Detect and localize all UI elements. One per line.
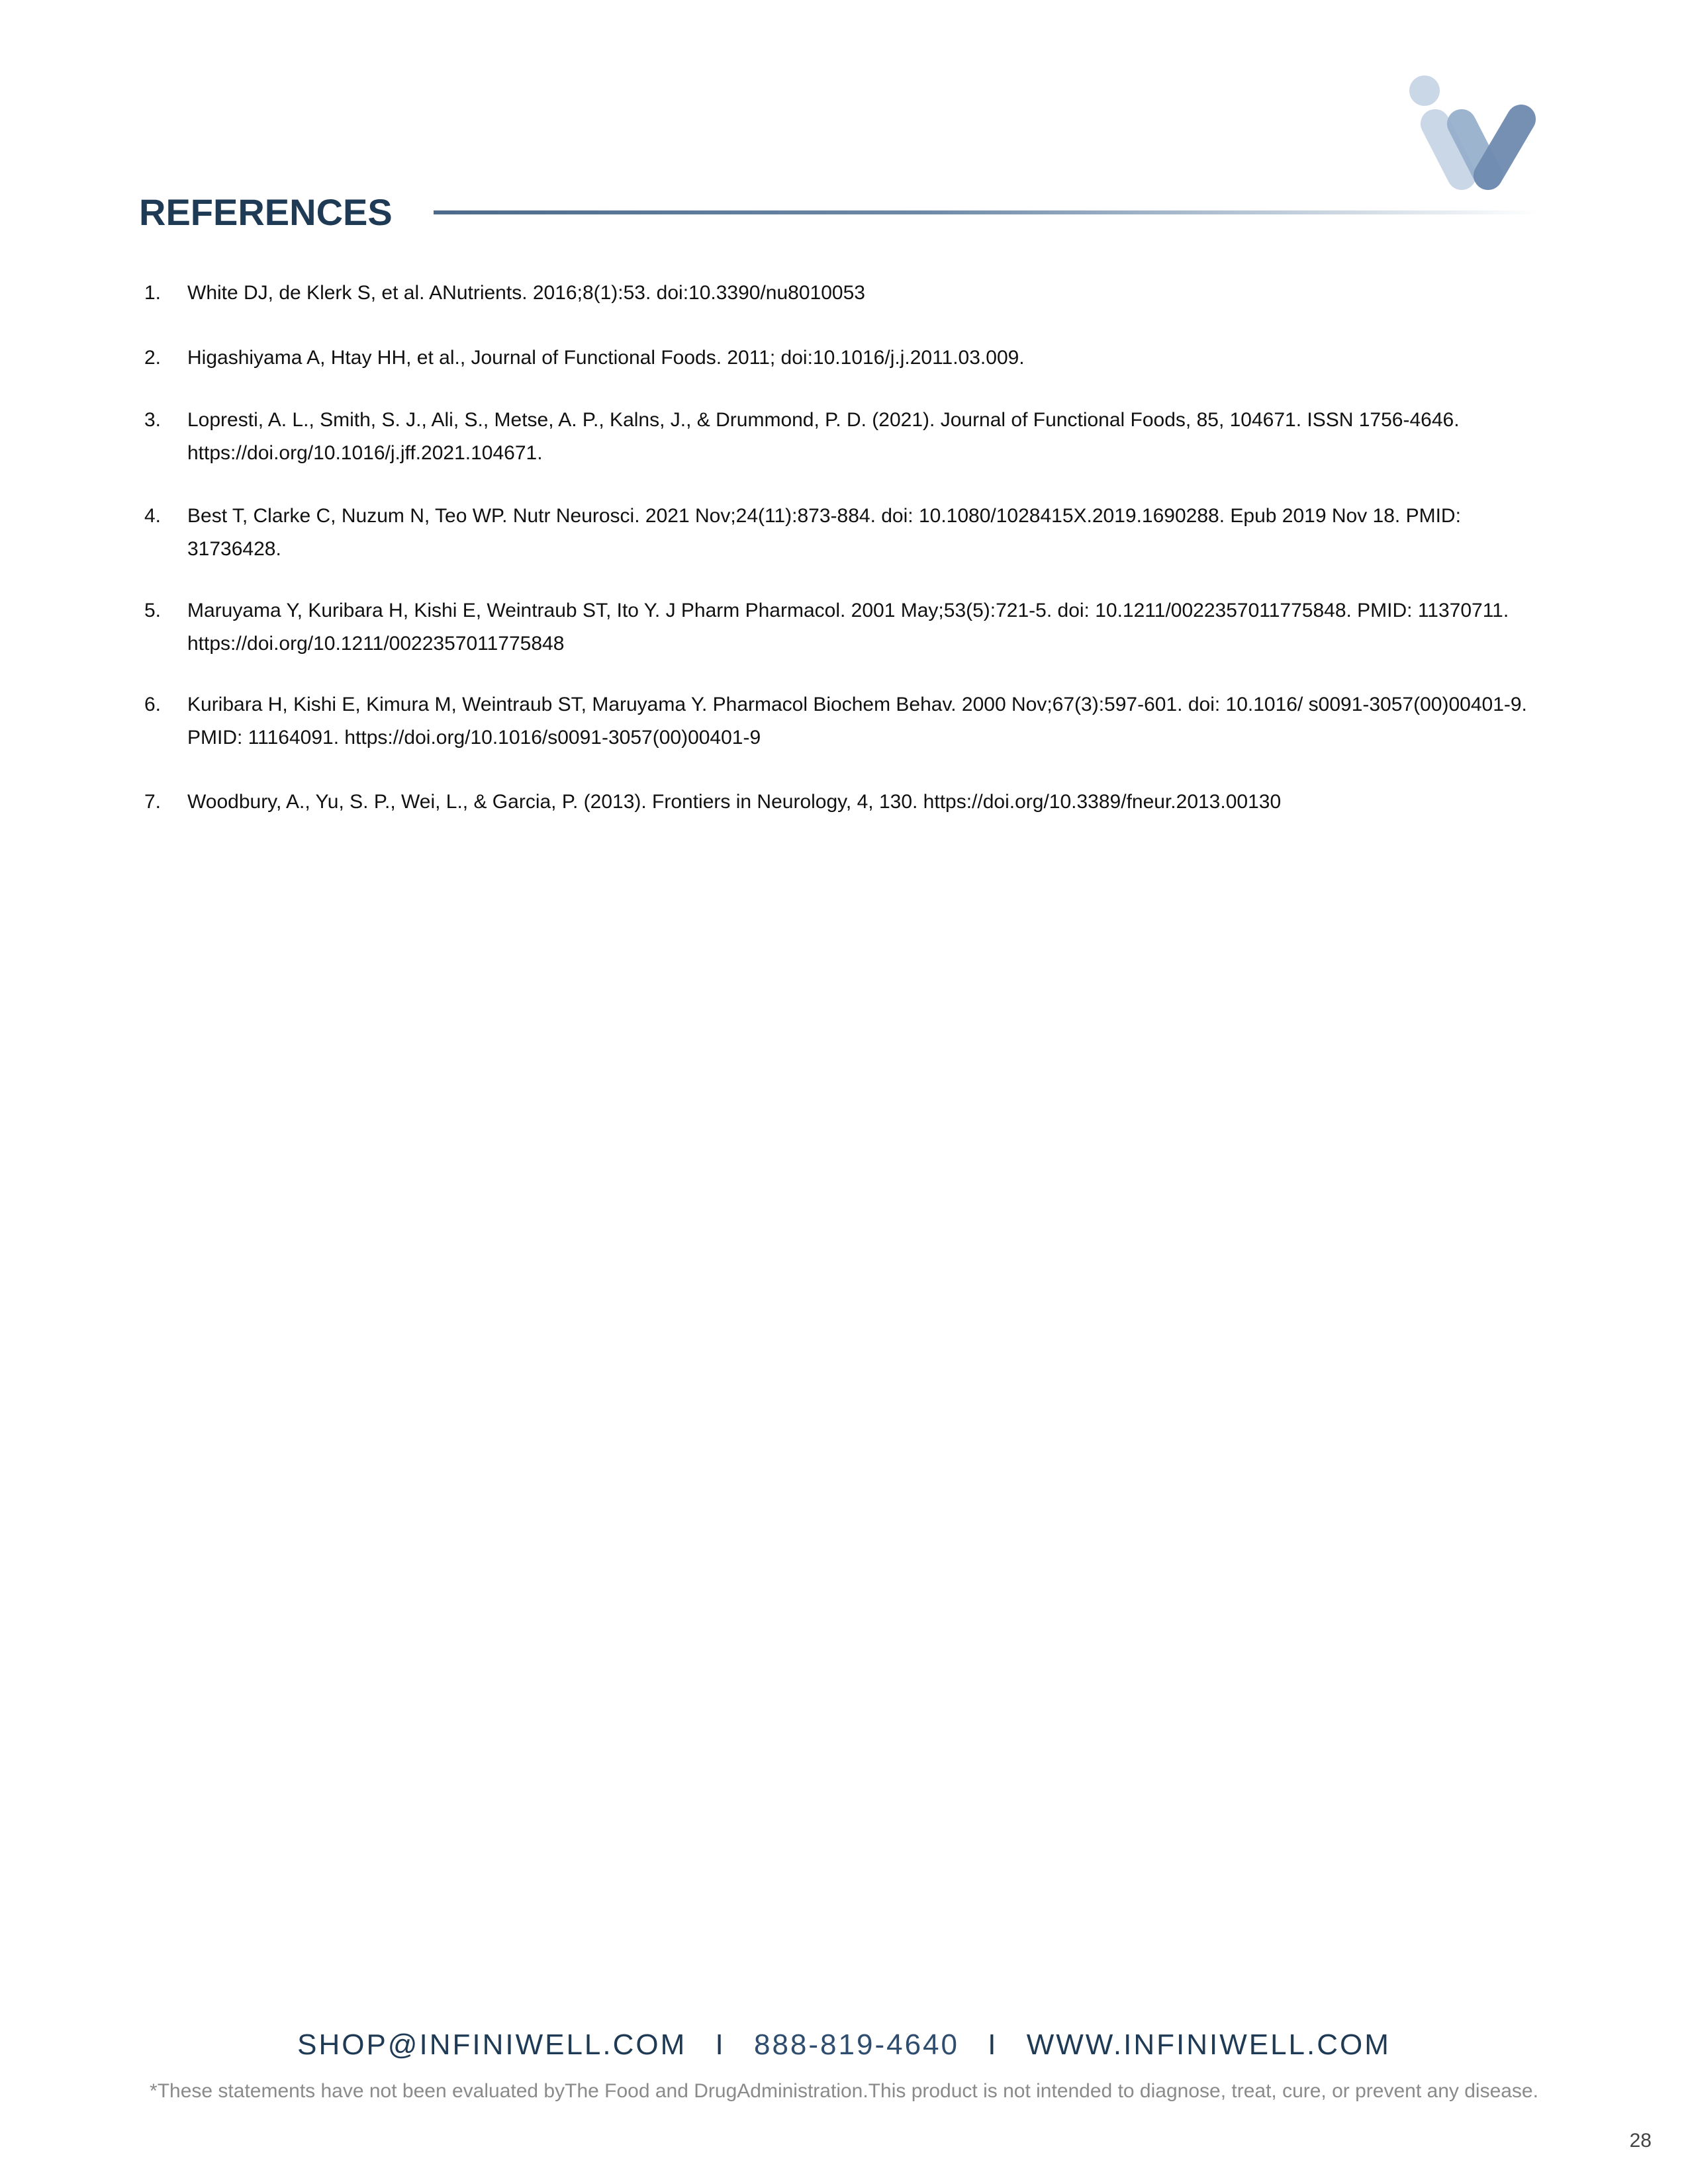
footer-separator: I [715, 2028, 726, 2061]
reference-number: 5. [144, 600, 162, 621]
reference-number: 3. [144, 409, 162, 431]
page-number: 28 [1629, 2130, 1652, 2152]
reference-text: White DJ, de Klerk S, et al. ANutrients. 2016;8(1):53. doi:10.3390/nu8010053 [187, 282, 865, 304]
reference-text: Woodbury, A., Yu, S. P., Wei, L., & Garcia, P. (2013). Frontiers in Neurology, 4, 130. https://doi.org/10.3389/fneur.2013.00130 [187, 791, 1282, 813]
reference-number: 4. [144, 505, 162, 527]
heading-divider [434, 210, 1539, 214]
reference-text: Kuribara H, Kishi E, Kimura M, Weintraub ST, Maruyama Y. Pharmacol Biochem Behav. 2000 Nov;67(3):597-601. doi: 10.1016/ s0091-3057(00)00401-9. PMID: 11164091. https://doi.org/10.1016/s0091-3057(00)00401-9 [187, 694, 1527, 749]
fda-disclaimer: *These statements have not been evaluated byThe Food and DrugAdministration.This product is not intended to diagnose, treat, cure, or prevent any disease. [150, 2080, 1538, 2102]
reference-number: 2. [144, 347, 162, 369]
reference-number: 1. [144, 282, 162, 304]
reference-text: Higashiyama A, Htay HH, et al., Journal of Functional Foods. 2011; doi:10.1016/j.j.2011.03.009. [187, 347, 1025, 369]
page-title: REFERENCES [139, 191, 393, 233]
footer-contact-line [0, 2025, 1688, 2065]
reference-text: Lopresti, A. L., Smith, S. J., Ali, S., Metse, A. P., Kalns, J., & Drummond, P. D. (2021). Journal of Functional Foods, 85, 104671. ISSN 1756-4646. https://doi.org/10.1016/j.jff.2021.104671. [187, 409, 1460, 464]
footer-email-link[interactable]: SHOP@INFINIWELL.COM [297, 2028, 687, 2061]
reference-number: 7. [144, 791, 162, 813]
reference-text: Best T, Clarke C, Nuzum N, Teo WP. Nutr Neurosci. 2021 Nov;24(11):873-884. doi: 10.1080/1028415X.2019.1690288. Epub 2019 Nov 18. PMID: 31736428. [187, 505, 1461, 560]
reference-text: Maruyama Y, Kuribara H, Kishi E, Weintraub ST, Ito Y. J Pharm Pharmacol. 2001 May;53(5):721-5. doi: 10.1211/0022357011775848. PMID: 11370711. https://doi.org/10.1211/0022357011775848 [187, 600, 1509, 655]
footer-website-link[interactable]: WWW.INFINIWELL.COM [1026, 2028, 1391, 2061]
footer-separator: I [988, 2028, 998, 2061]
infiniwell-logo-icon [1397, 69, 1542, 192]
reference-number: 6. [144, 694, 162, 715]
footer-phone-link[interactable]: 888-819-4640 [753, 2028, 959, 2061]
